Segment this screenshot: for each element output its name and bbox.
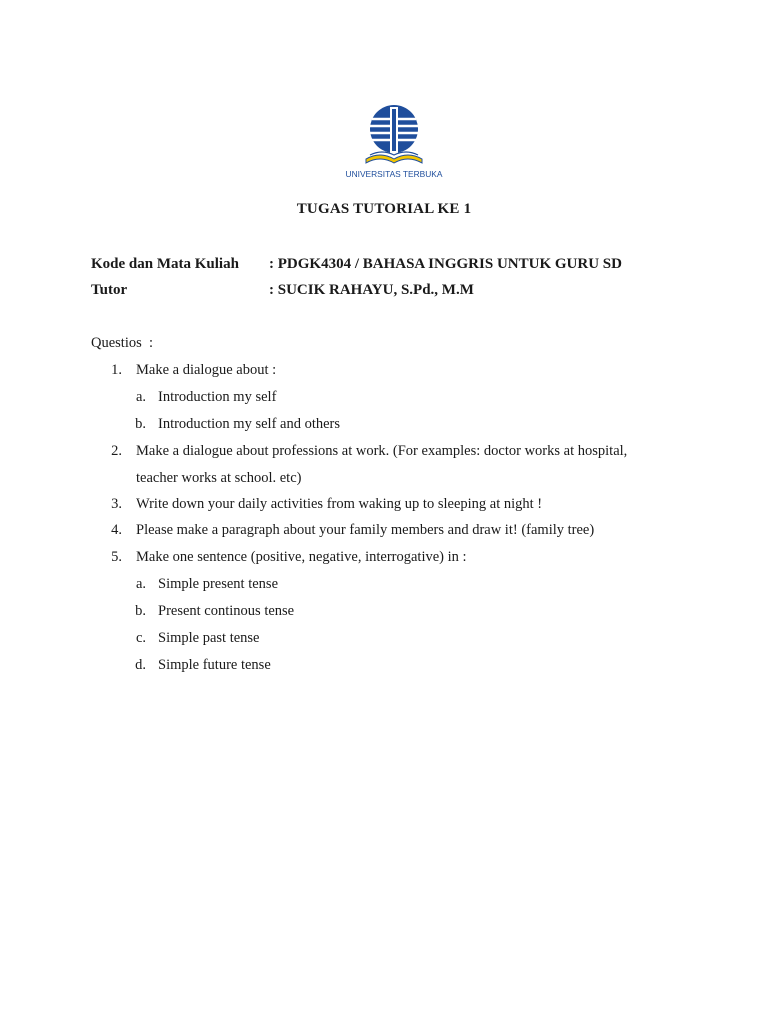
sub-item-text: Introduction my self: [158, 389, 277, 405]
tutor-value: : SUCIK RAHAYU, S.Pd., M.M: [269, 282, 474, 298]
logo-text: UNIVERSITAS TERBUKA: [345, 169, 443, 179]
question-text: Please make a paragraph about your family members and draw it! (family tree): [136, 522, 595, 538]
sub-item-text: Simple present tense: [158, 576, 279, 592]
sub-item-text: Present continous tense: [158, 603, 295, 619]
sub-item-letter: b.: [135, 603, 146, 619]
question-text: Write down your daily activities from waking up to sleeping at night !: [136, 496, 543, 512]
tutor-info-row: [91, 282, 474, 299]
question-number: 4.: [111, 522, 122, 538]
page-title: TUGAS TUTORIAL KE 1: [296, 201, 472, 217]
question-number: 2.: [111, 443, 122, 459]
sub-item-text: Introduction my self and others: [158, 416, 341, 432]
course-label: Kode dan Mata Kuliah: [91, 256, 239, 272]
question-number: 1.: [111, 362, 122, 378]
course-value: : PDGK4304 / BAHASA INGGRIS UNTUK GURU SD: [269, 256, 622, 272]
question-number: 3.: [111, 496, 122, 512]
sub-item-letter: a.: [135, 389, 146, 405]
sub-item-text: Simple future tense: [158, 657, 271, 673]
sub-item-letter: d.: [135, 657, 146, 673]
question-text: Make a dialogue about professions at work. (For examples: doctor works at hospital,: [136, 443, 628, 459]
sub-item-letter: b.: [135, 416, 146, 432]
tutor-label: Tutor: [91, 282, 128, 298]
question-text-continued: teacher works at school. etc): [136, 470, 302, 486]
sub-item-text: Simple past tense: [158, 630, 260, 646]
questions-heading: Questios :: [91, 335, 154, 351]
sub-item-letter: c.: [135, 630, 146, 646]
university-emblem-icon: [345, 103, 443, 181]
sub-item-letter: a.: [135, 576, 146, 592]
course-info-row: [91, 256, 622, 273]
question-number: 5.: [111, 549, 122, 565]
universitas-terbuka-logo: [345, 103, 443, 181]
question-text: Make one sentence (positive, negative, interrogative) in :: [136, 549, 467, 565]
question-text: Make a dialogue about :: [136, 362, 277, 378]
